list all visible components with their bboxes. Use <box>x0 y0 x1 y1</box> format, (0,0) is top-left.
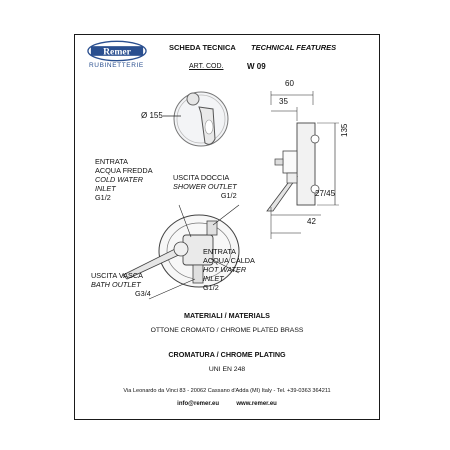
dimension-135: 135 <box>340 123 349 137</box>
cold-line-4: INLET <box>95 184 116 193</box>
footer-contacts <box>75 401 379 407</box>
cold-line-1: ENTRATA <box>95 157 128 166</box>
hot-line-4: INLET <box>203 274 224 283</box>
shower-line-1: USCITA DOCCIA <box>173 173 230 182</box>
svg-text:Remer: Remer <box>103 46 131 58</box>
remer-logo <box>87 40 147 62</box>
title-english: TECHNICAL FEATURES <box>251 43 337 52</box>
cold-water-label <box>95 157 153 202</box>
technical-sheet <box>74 34 380 420</box>
plating-title: CROMATURA / CHROME PLATING <box>168 350 286 359</box>
materials-title: MATERIALI / MATERIALS <box>184 311 270 320</box>
bath-line-2: BATH OUTLET <box>91 280 141 289</box>
bath-line-1: USCITA VASCA <box>91 271 144 280</box>
dimension-27-45: 27/45 <box>315 189 336 198</box>
hot-line-5: G1/2 <box>203 283 219 292</box>
hot-line-1: ENTRATA <box>203 247 236 256</box>
hot-water-label <box>203 247 255 292</box>
cold-line-3: COLD WATER <box>95 175 143 184</box>
title-italian: SCHEDA TECNICA <box>169 43 236 52</box>
plating-value: UNI EN 248 <box>208 366 246 373</box>
shower-outlet-label <box>173 173 237 200</box>
hot-line-3: HOT WATER <box>203 265 247 274</box>
materials-value: OTTONE CROMATO / CHROME PLATED BRASS <box>150 327 304 334</box>
bath-outlet-label <box>91 271 151 298</box>
hot-line-2: ACQUA CALDA <box>203 256 255 265</box>
shower-line-3: G1/2 <box>220 191 237 200</box>
article-code-label: ART. COD. <box>189 63 224 70</box>
dimension-60: 60 <box>285 79 294 88</box>
logo-subtitle: RUBINETTERIE <box>89 62 144 69</box>
diameter-label: Ø 155 <box>141 111 163 120</box>
diameter-leader <box>163 115 183 119</box>
cold-line-2: ACQUA FREDDA <box>95 166 153 175</box>
article-code-value: W 09 <box>247 62 266 71</box>
bath-line-3: G3/4 <box>135 289 151 298</box>
cold-line-5: G1/2 <box>95 193 111 202</box>
dimension-42: 42 <box>307 217 316 226</box>
footer-email[interactable]: info@remer.eu <box>177 401 220 407</box>
dimension-35: 35 <box>279 97 288 106</box>
footer-address: Via Leonardo da Vinci 83 - 20062 Cassano d'Adda (MI) Italy - Tel. +39-0363 364211 <box>123 388 331 394</box>
shower-line-2: SHOWER OUTLET <box>173 182 237 191</box>
footer-web[interactable]: www.remer.eu <box>236 401 277 407</box>
